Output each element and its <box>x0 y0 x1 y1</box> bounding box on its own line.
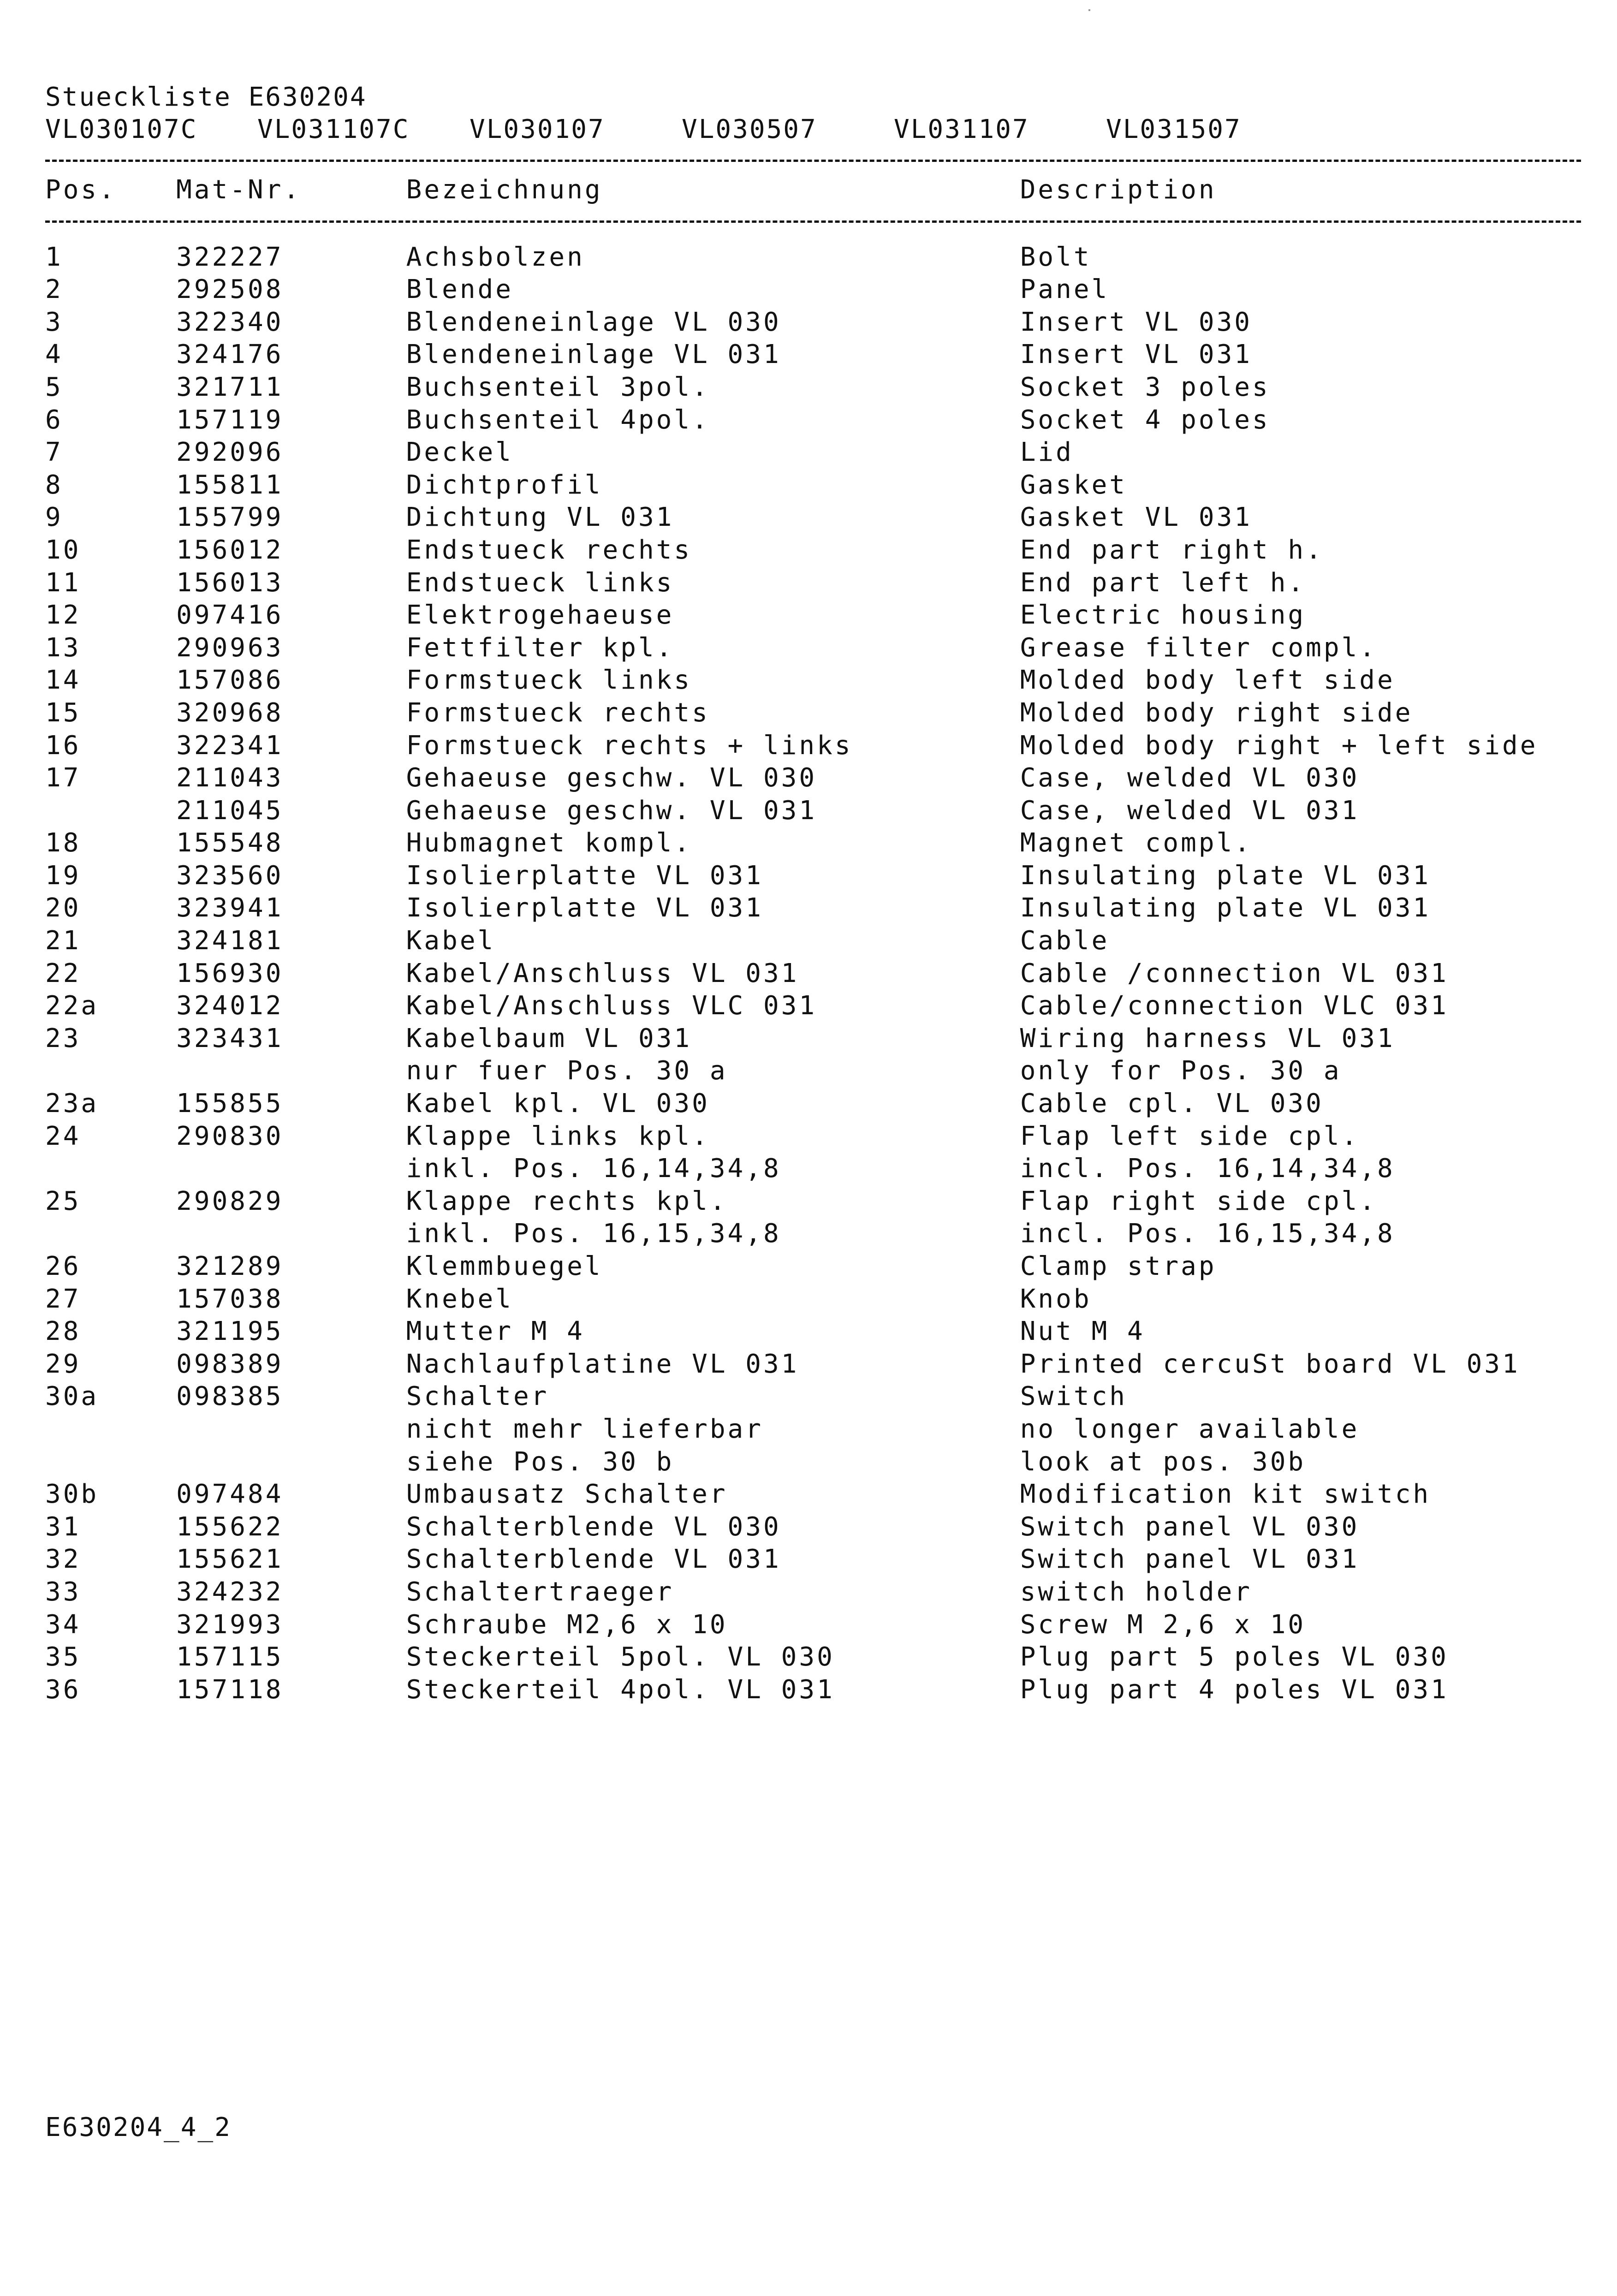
cell-description: Flap left side cpl. <box>1020 1121 1360 1151</box>
cell-bezeichnung: Endstueck links <box>406 567 674 598</box>
cell-description: Gasket <box>1020 470 1127 500</box>
cell-pos: 33 <box>45 1576 81 1607</box>
cell-pos: 6 <box>45 404 63 435</box>
cell-bezeichnung: Dichtung VL 031 <box>406 502 674 533</box>
table-row <box>45 1055 1595 1088</box>
model-code: VL030507 <box>682 114 817 144</box>
cell-mat-nr: 322227 <box>176 242 284 272</box>
cell-description: Plug part 5 poles VL 030 <box>1020 1642 1449 1672</box>
cell-mat-nr <box>176 1446 406 1479</box>
table-row <box>45 958 1595 990</box>
cell-description: Cable /connection VL 031 <box>1020 958 1449 988</box>
cell-mat-nr: 290830 <box>176 1121 284 1151</box>
table-row <box>45 436 1595 469</box>
cell-pos: 8 <box>45 470 63 500</box>
cell-description: Case, welded VL 031 <box>1020 795 1360 826</box>
cell-pos: 18 <box>45 828 81 858</box>
cell-pos: 26 <box>45 1251 81 1281</box>
table-row <box>45 730 1595 762</box>
cell-bezeichnung: Buchsenteil 4pol. <box>406 404 710 435</box>
cell-bezeichnung: Gehaeuse geschw. VL 030 <box>406 763 817 793</box>
cell-bezeichnung: Formstueck rechts + links <box>406 730 853 761</box>
cell-pos: 20 <box>45 893 81 923</box>
cell-bezeichnung: Kabelbaum VL 031 <box>406 1023 692 1053</box>
cell-bezeichnung: Schalterblende VL 031 <box>406 1544 781 1575</box>
table-row <box>45 339 1595 371</box>
cell-mat-nr: 321711 <box>176 372 284 402</box>
parts-table-body <box>45 241 1595 1707</box>
cell-pos: 23 <box>45 1023 81 1053</box>
cell-bezeichnung: Gehaeuse geschw. VL 031 <box>406 795 817 826</box>
cell-pos: 9 <box>45 502 63 533</box>
model-code: VL031107 <box>894 114 1029 144</box>
cell-mat-nr: 324181 <box>176 926 284 956</box>
table-row <box>45 1315 1595 1348</box>
cell-bezeichnung: Fettfilter kpl. <box>406 632 674 663</box>
cell-bezeichnung: Klappe links kpl. <box>406 1121 710 1151</box>
model-list <box>45 113 1595 146</box>
cell-mat-nr: 324176 <box>176 339 284 370</box>
cell-bezeichnung: Knebel <box>406 1284 513 1314</box>
cell-pos: 30a <box>45 1381 99 1412</box>
cell-description: incl. Pos. 16,14,34,8 <box>1020 1154 1395 1184</box>
cell-pos <box>45 1153 176 1185</box>
cell-pos: 7 <box>45 437 63 468</box>
cell-description: Plug part 4 poles VL 031 <box>1020 1674 1449 1705</box>
cell-mat-nr <box>176 1055 406 1088</box>
cell-bezeichnung: Klappe rechts kpl. <box>406 1186 728 1216</box>
cell-mat-nr: 323431 <box>176 1023 284 1053</box>
table-row <box>45 762 1595 795</box>
cell-description: Case, welded VL 030 <box>1020 763 1360 793</box>
cell-bezeichnung: Mutter M 4 <box>406 1316 585 1347</box>
cell-mat-nr: 323941 <box>176 893 284 923</box>
dashed-divider-top <box>45 160 1581 162</box>
cell-description: Socket 4 poles <box>1020 404 1270 435</box>
table-row <box>45 1674 1595 1707</box>
cell-pos: 28 <box>45 1316 81 1347</box>
cell-description: Lid <box>1020 437 1074 468</box>
table-row <box>45 892 1595 925</box>
cell-bezeichnung: Kabel kpl. VL 030 <box>406 1089 710 1119</box>
cell-bezeichnung: Kabel <box>406 926 496 956</box>
table-row <box>45 1348 1595 1381</box>
header-description: Description <box>1020 175 1217 205</box>
cell-description: Cable cpl. VL 030 <box>1020 1089 1324 1119</box>
cell-mat-nr: 098385 <box>176 1381 284 1412</box>
table-row <box>45 599 1595 632</box>
table-header <box>45 174 1595 207</box>
table-row <box>45 567 1595 600</box>
table-row <box>45 1153 1595 1185</box>
cell-mat-nr: 292096 <box>176 437 284 468</box>
cell-bezeichnung: Schaltertraeger <box>406 1576 674 1607</box>
table-row <box>45 1576 1595 1609</box>
cell-description: Insert VL 031 <box>1020 339 1252 370</box>
cell-pos: 35 <box>45 1642 81 1672</box>
document-footer-code: E630204_4_2 <box>45 2112 232 2142</box>
cell-bezeichnung: Achsbolzen <box>406 242 585 272</box>
cell-description: Switch <box>1020 1381 1127 1412</box>
table-row <box>45 664 1595 697</box>
cell-pos <box>45 1413 176 1446</box>
cell-description: only for Pos. 30 a <box>1020 1056 1342 1086</box>
model-code: VL030107C <box>45 114 198 144</box>
cell-mat-nr: 097484 <box>176 1479 284 1510</box>
cell-mat-nr: 155799 <box>176 502 284 533</box>
cell-description: Socket 3 poles <box>1020 372 1270 402</box>
cell-bezeichnung: Kabel/Anschluss VLC 031 <box>406 991 817 1021</box>
cell-description: Insert VL 030 <box>1020 307 1252 337</box>
table-row <box>45 632 1595 665</box>
cell-pos <box>45 1055 176 1088</box>
cell-description: Wiring harness VL 031 <box>1020 1023 1395 1053</box>
cell-mat-nr: 157086 <box>176 665 284 696</box>
cell-pos: 25 <box>45 1186 81 1216</box>
cell-pos: 23a <box>45 1089 99 1119</box>
cell-bezeichnung: Isolierplatte VL 031 <box>406 860 763 891</box>
cell-description: Knob <box>1020 1284 1092 1314</box>
cell-bezeichnung: Klemmbuegel <box>406 1251 603 1281</box>
cell-mat-nr: 322341 <box>176 730 284 761</box>
cell-pos: 21 <box>45 926 81 956</box>
cell-pos: 24 <box>45 1121 81 1151</box>
cell-description: Nut M 4 <box>1020 1316 1145 1347</box>
cell-pos: 30b <box>45 1479 99 1510</box>
cell-mat-nr: 320968 <box>176 697 284 728</box>
table-row <box>45 1023 1595 1055</box>
cell-description: End part right h. <box>1020 535 1324 565</box>
cell-mat-nr: 156012 <box>176 535 284 565</box>
cell-mat-nr: 157119 <box>176 404 284 435</box>
cell-pos: 36 <box>45 1674 81 1705</box>
cell-pos: 32 <box>45 1544 81 1575</box>
cell-description: Cable <box>1020 926 1110 956</box>
table-row <box>45 860 1595 892</box>
cell-pos: 19 <box>45 860 81 891</box>
cell-pos: 16 <box>45 730 81 761</box>
table-row <box>45 1185 1595 1218</box>
cell-description: Molded body left side <box>1020 665 1395 696</box>
cell-description: Printed cercuSt board VL 031 <box>1020 1349 1520 1379</box>
cell-description: Switch panel VL 031 <box>1020 1544 1360 1575</box>
cell-pos: 15 <box>45 697 81 728</box>
cell-mat-nr: 290963 <box>176 632 284 663</box>
cell-pos <box>45 1218 176 1250</box>
cell-bezeichnung: Dichtprofil <box>406 470 603 500</box>
table-row <box>45 795 1595 827</box>
cell-pos: 14 <box>45 665 81 696</box>
cell-pos: 4 <box>45 339 63 370</box>
model-code: VL030107 <box>470 114 605 144</box>
cell-bezeichnung: Blende <box>406 274 513 305</box>
cell-description: Molded body right + left side <box>1020 730 1538 761</box>
table-row <box>45 241 1595 274</box>
cell-mat-nr: 098389 <box>176 1349 284 1379</box>
document-title: Stueckliste E630204 <box>45 82 367 112</box>
cell-mat-nr: 157115 <box>176 1642 284 1672</box>
cell-bezeichnung: Umbausatz Schalter <box>406 1479 728 1510</box>
table-row <box>45 1413 1595 1446</box>
table-row <box>45 306 1595 339</box>
cell-mat-nr: 157038 <box>176 1284 284 1314</box>
cell-pos: 27 <box>45 1284 81 1314</box>
table-row <box>45 1283 1595 1316</box>
cell-description: Flap right side cpl. <box>1020 1186 1377 1216</box>
cell-bezeichnung: Deckel <box>406 437 513 468</box>
cell-description: Insulating plate VL 031 <box>1020 860 1431 891</box>
cell-pos: 22 <box>45 958 81 988</box>
cell-description: Bolt <box>1020 242 1092 272</box>
cell-mat-nr: 155621 <box>176 1544 284 1575</box>
cell-pos: 3 <box>45 307 63 337</box>
cell-description: Gasket VL 031 <box>1020 502 1252 533</box>
cell-description: Grease filter compl. <box>1020 632 1377 663</box>
cell-bezeichnung: Formstueck links <box>406 665 692 696</box>
header-mat-nr: Mat-Nr. <box>176 175 302 205</box>
cell-mat-nr: 324232 <box>176 1576 284 1607</box>
cell-bezeichnung: Blendeneinlage VL 031 <box>406 339 781 370</box>
cell-mat-nr: 324012 <box>176 991 284 1021</box>
table-row <box>45 274 1595 306</box>
cell-description: End part left h. <box>1020 567 1306 598</box>
cell-mat-nr: 211043 <box>176 763 284 793</box>
cell-bezeichnung: siehe Pos. 30 b <box>406 1446 674 1477</box>
cell-mat-nr: 155855 <box>176 1089 284 1119</box>
cell-bezeichnung: inkl. Pos. 16,15,34,8 <box>406 1219 781 1249</box>
cell-bezeichnung: Steckerteil 5pol. VL 030 <box>406 1642 835 1672</box>
cell-mat-nr: 097416 <box>176 600 284 631</box>
table-row <box>45 1511 1595 1544</box>
cell-mat-nr: 290829 <box>176 1186 284 1216</box>
cell-description: no longer available <box>1020 1414 1360 1444</box>
table-row <box>45 1218 1595 1250</box>
dashed-divider-header <box>45 220 1581 223</box>
cell-mat-nr: 323560 <box>176 860 284 891</box>
header-bezeichnung: Bezeichnung <box>406 175 603 205</box>
cell-mat-nr: 155811 <box>176 470 284 500</box>
cell-description: Molded body right side <box>1020 697 1413 728</box>
cell-mat-nr: 321289 <box>176 1251 284 1281</box>
cell-mat-nr: 156930 <box>176 958 284 988</box>
cell-mat-nr <box>176 1153 406 1185</box>
cell-pos: 29 <box>45 1349 81 1379</box>
cell-pos: 12 <box>45 600 81 631</box>
cell-mat-nr: 322340 <box>176 307 284 337</box>
table-row <box>45 469 1595 502</box>
table-row <box>45 1478 1595 1511</box>
model-code: VL031107C <box>257 114 410 144</box>
cell-description: switch holder <box>1020 1576 1252 1607</box>
cell-pos: 11 <box>45 567 81 598</box>
cell-bezeichnung: Buchsenteil 3pol. <box>406 372 710 402</box>
table-row <box>45 1380 1595 1413</box>
cell-bezeichnung: Formstueck rechts <box>406 697 710 728</box>
cell-bezeichnung: inkl. Pos. 16,14,34,8 <box>406 1154 781 1184</box>
cell-bezeichnung: Nachlaufplatine VL 031 <box>406 1349 799 1379</box>
table-row <box>45 1250 1595 1283</box>
cell-bezeichnung: Schalter <box>406 1381 549 1412</box>
cell-pos: 2 <box>45 274 63 305</box>
cell-description: Magnet compl. <box>1020 828 1252 858</box>
model-code: VL031507 <box>1106 114 1242 144</box>
cell-bezeichnung: Schraube M2,6 x 10 <box>406 1609 728 1640</box>
table-row <box>45 404 1595 437</box>
cell-description: Screw M 2,6 x 10 <box>1020 1609 1306 1640</box>
table-row <box>45 1609 1595 1642</box>
cell-mat-nr: 157118 <box>176 1674 284 1705</box>
cell-pos: 22a <box>45 991 99 1021</box>
cell-bezeichnung: Endstueck rechts <box>406 535 692 565</box>
cell-bezeichnung: Elektrogehaeuse <box>406 600 674 631</box>
table-row <box>45 1120 1595 1153</box>
table-row <box>45 534 1595 567</box>
table-row <box>45 501 1595 534</box>
cell-description: look at pos. 30b <box>1020 1446 1306 1477</box>
cell-mat-nr: 155548 <box>176 828 284 858</box>
parts-list-page <box>45 81 1595 1706</box>
cell-bezeichnung: Steckerteil 4pol. VL 031 <box>406 1674 835 1705</box>
cell-description: Clamp strap <box>1020 1251 1217 1281</box>
cell-pos <box>45 1446 176 1479</box>
cell-mat-nr <box>176 1218 406 1250</box>
cell-pos <box>45 795 176 827</box>
cell-bezeichnung: nicht mehr lieferbar <box>406 1414 763 1444</box>
table-row <box>45 1543 1595 1576</box>
cell-bezeichnung: Schalterblende VL 030 <box>406 1511 781 1542</box>
cell-pos: 5 <box>45 372 63 402</box>
cell-pos: 10 <box>45 535 81 565</box>
table-row <box>45 925 1595 958</box>
cell-mat-nr: 155622 <box>176 1511 284 1542</box>
table-row <box>45 1641 1595 1674</box>
cell-mat-nr: 321195 <box>176 1316 284 1347</box>
cell-pos: 31 <box>45 1511 81 1542</box>
cell-description: Panel <box>1020 274 1110 305</box>
cell-mat-nr: 211045 <box>176 795 284 826</box>
table-row <box>45 1088 1595 1120</box>
cell-bezeichnung: Kabel/Anschluss VL 031 <box>406 958 799 988</box>
cell-bezeichnung: Isolierplatte VL 031 <box>406 893 763 923</box>
cell-description: Cable/connection VLC 031 <box>1020 991 1449 1021</box>
table-row <box>45 697 1595 730</box>
cell-mat-nr: 156013 <box>176 567 284 598</box>
cell-description: Modification kit switch <box>1020 1479 1431 1510</box>
cell-description: Insulating plate VL 031 <box>1020 893 1431 923</box>
cell-bezeichnung: Hubmagnet kompl. <box>406 828 692 858</box>
cell-bezeichnung: nur fuer Pos. 30 a <box>406 1056 728 1086</box>
header-pos: Pos. <box>45 175 117 205</box>
cell-description: Switch panel VL 030 <box>1020 1511 1360 1542</box>
table-row <box>45 371 1595 404</box>
cell-bezeichnung: Blendeneinlage VL 030 <box>406 307 781 337</box>
cell-pos: 17 <box>45 763 81 793</box>
cell-pos: 13 <box>45 632 81 663</box>
cell-pos: 34 <box>45 1609 81 1640</box>
cell-mat-nr <box>176 1413 406 1446</box>
table-row <box>45 1446 1595 1479</box>
table-row <box>45 990 1595 1023</box>
scan-speck <box>1088 9 1090 11</box>
cell-mat-nr: 292508 <box>176 274 284 305</box>
cell-mat-nr: 321993 <box>176 1609 284 1640</box>
cell-description: Electric housing <box>1020 600 1306 631</box>
cell-description: incl. Pos. 16,15,34,8 <box>1020 1219 1395 1249</box>
table-row <box>45 827 1595 860</box>
cell-pos: 1 <box>45 242 63 272</box>
